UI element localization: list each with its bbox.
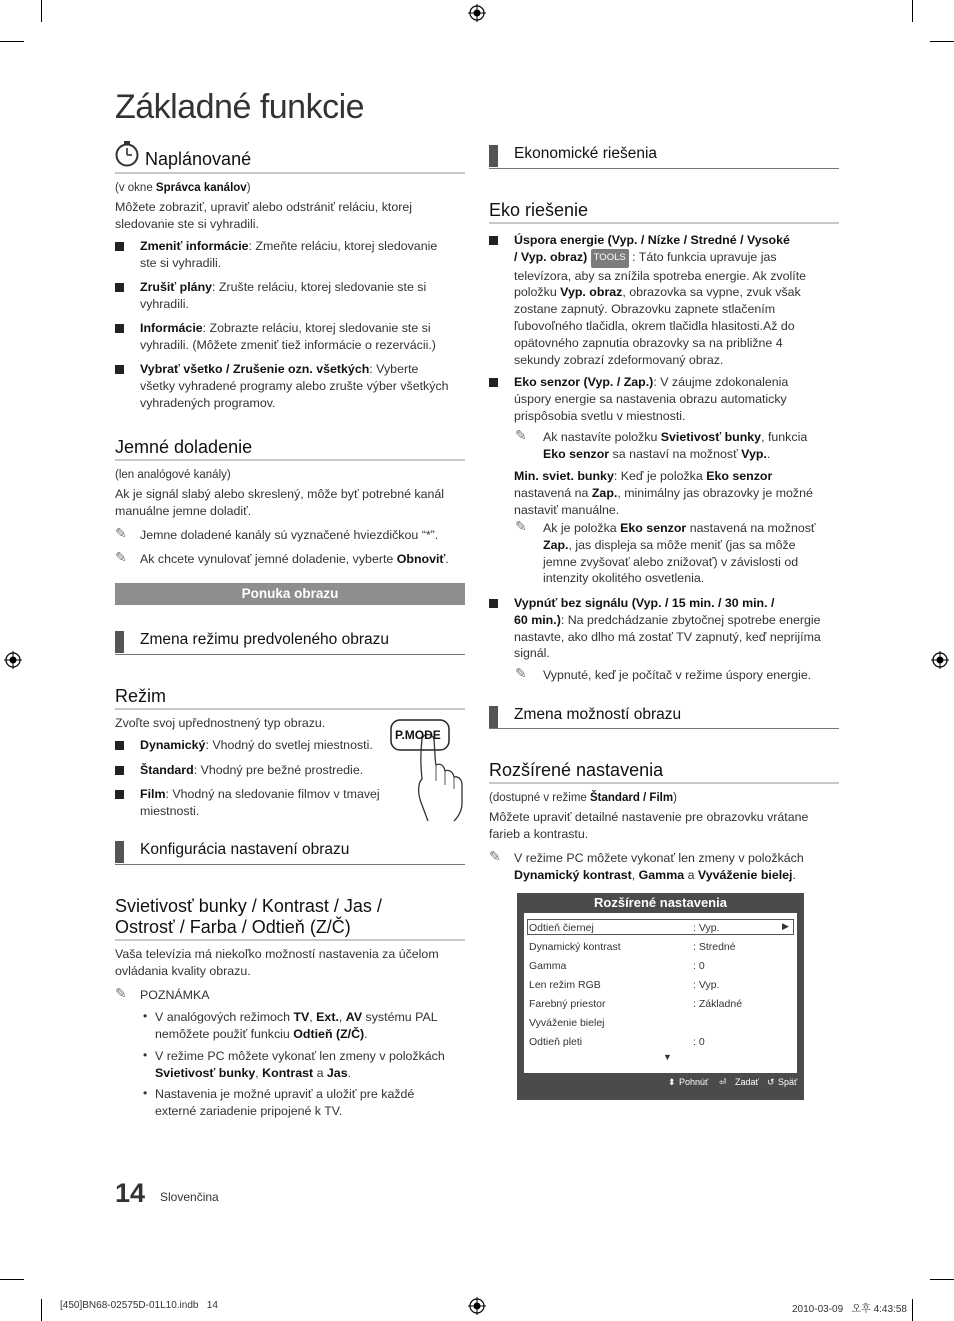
subheading-zmena-moznosti: Zmena možností obrazu: [514, 706, 682, 723]
crop-mark: [930, 41, 954, 42]
heading-rule: [115, 172, 465, 174]
page-title: Základné funkcie: [115, 88, 365, 126]
crop-mark: [0, 41, 24, 42]
registration-mark-icon: [4, 651, 22, 669]
subheading-bar: [115, 841, 124, 863]
list-item: Vybrať všetko / Zrušenie ozn. všetkých: Vyberte všetky vyhradené programy alebo zrušte výber všetkých vyhradených programov.: [140, 362, 449, 410]
note-pencil-icon: ✎: [115, 525, 127, 541]
heading-rule: [489, 782, 839, 784]
note-pencil-icon: ✎: [115, 985, 127, 1001]
note-text: Ak chcete vynulovať jemné doladenie, vyberte Obnoviť.: [140, 552, 449, 566]
intro-text: Môžete upraviť detailné nastavenie pre obrazovku vrátane farieb a kontrastu.: [489, 810, 809, 841]
updown-arrow-icon: ⬍: [668, 1077, 676, 1087]
crop-mark: [41, 1299, 42, 1321]
osd-title: Rozšírené nastavenia: [594, 895, 727, 910]
registration-mark-icon: [468, 4, 486, 22]
context-text: (len analógové kanály): [115, 469, 231, 481]
subheading-rule: [115, 654, 465, 655]
context-text: (v okne Správca kanálov): [115, 182, 251, 194]
note-pencil-icon: ✎: [515, 427, 527, 443]
subheading-rule: [489, 728, 839, 729]
list-item: Dynamický: Vhodný do svetlej miestnosti.: [140, 738, 373, 752]
sub-item-text: Min. sviet. bunky: Keď je položka Eko senzor nastavená na Zap., minimálny jas obrazovky je možné nastaviť manuálne.: [514, 469, 813, 517]
bullet-icon: [115, 790, 124, 799]
osd-body: [524, 913, 797, 1073]
osd-row-value: : Stredné: [693, 941, 736, 953]
list-item: Informácie: Zobrazte reláciu, ktorej sledovanie ste si vyhradili. (Môžete zmeniť tiež informácie o rezervácii.): [140, 321, 436, 352]
list-item: Eko senzor (Vyp. / Zap.): V záujme zdokonalenia úspory energie sa nastavenia obrazu automaticky prispôsobia svetlu v miestnosti.: [514, 375, 789, 423]
crop-mark: [912, 0, 913, 22]
note-pencil-icon: ✎: [515, 665, 527, 681]
osd-row-value: : 0: [693, 1036, 705, 1048]
osd-row-label[interactable]: Vyváženie bielej: [529, 1017, 605, 1029]
list-item: Úspora energie (Vyp. / Nízke / Stredné / Vysoké / Vyp. obraz) TOOLS : Táto funkcia upravuje jas televízora, aby sa znížila spotreba energie. Ak zvolíte položku Vyp. obraz, obrazovka sa vypne, zvuk však zostane zapnutý. Obrazovku zapnete stlačením ľubovoľného tlačidla, okrem tlačidla hlasitosti.Až do opätovného zapnutia obrazovky sa na približne 4 sekundy zobrazí zdeformovaný obraz.: [514, 233, 807, 367]
note-item: V analógových režimoch TV, Ext., AV systému PAL nemôžete použiť funkciu Odtieň (Z/Č).: [155, 1010, 438, 1041]
dot-bullet-icon: •: [143, 1009, 148, 1023]
osd-row-value: : Vyp.: [693, 922, 720, 934]
crop-mark: [930, 1279, 954, 1280]
registration-mark-icon: [468, 1297, 486, 1315]
note-text: Vypnuté, keď je počítač v režime úspory energie.: [543, 668, 812, 682]
list-item: Štandard: Vhodný pre bežné prostredie.: [140, 763, 364, 777]
bullet-icon: [115, 365, 124, 374]
list-item: Vypnúť bez signálu (Vyp. / 15 min. / 30 min. / 60 min.): Na predchádzanie zbytočnej spotrebe energie nastavte, ako dlho má zostať TV zapnutý, keď neprijíma signál.: [514, 596, 821, 661]
crop-mark: [41, 0, 42, 22]
dot-bullet-icon: •: [143, 1048, 148, 1062]
subheading-bar: [115, 631, 124, 653]
list-item: Film: Vhodný na sledovanie filmov v tmavej miestnosti.: [140, 787, 380, 818]
osd-menu-screenshot: [517, 893, 804, 1100]
section-heading-rozsirene: Rozšírené nastavenia: [489, 760, 664, 780]
registration-mark-icon: [931, 651, 949, 669]
osd-row-label[interactable]: Dynamický kontrast: [529, 941, 621, 953]
intro-text: Vaša televízia má niekoľko možností nastavenia za účelom ovládania kvality obrazu.: [115, 947, 439, 978]
section-heading-svietivost: Svietivosť bunky / Kontrast / Jas / Ostrosť / Farba / Odtieň (Z/Č): [115, 896, 382, 937]
bullet-icon: [115, 283, 124, 292]
return-icon: ↺: [767, 1077, 775, 1087]
intro-text: Zvoľte svoj upřednostnený typ obrazu.: [115, 716, 326, 730]
bullet-icon: [115, 766, 124, 775]
note-text: V režime PC môžete vykonať len zmeny v položkách Dynamický kontrast, Gamma a Vyváženie bielej.: [514, 851, 804, 882]
note-pencil-icon: ✎: [115, 549, 127, 565]
note-label: POZNÁMKA: [140, 988, 210, 1002]
section-heading-eko: Eko riešenie: [489, 200, 589, 220]
section-heading-naplanovane: Naplánované: [145, 149, 252, 169]
list-item: Zmeniť informácie: Zmeňte reláciu, ktorej sledovanie ste si vyhradili.: [140, 239, 438, 270]
pmode-button-label: P.MODE: [395, 728, 441, 742]
heading-rule: [115, 939, 465, 941]
osd-row-value: : Vyp.: [693, 979, 720, 991]
heading-rule: [115, 708, 465, 710]
subheading-bar: [489, 145, 498, 167]
section-heading-rezim: Režim: [115, 686, 167, 706]
osd-row-label[interactable]: Len režim RGB: [529, 979, 601, 991]
section-heading-jemne-doladenie: Jemné doladenie: [115, 437, 253, 457]
subheading-bar: [489, 706, 498, 728]
subheading-konfiguracia: Konfigurácia nastavení obrazu: [140, 841, 350, 858]
crop-mark: [0, 1279, 24, 1280]
bullet-icon: [115, 242, 124, 251]
page-number: 14: [115, 1178, 146, 1208]
arrow-down-icon: ▼: [663, 1052, 672, 1062]
osd-row-label[interactable]: Farebný priestor: [529, 998, 606, 1010]
heading-rule: [115, 459, 465, 461]
note-text: Ak je položka Eko senzor nastavená na možnosť Zap., jas displeja sa môže meniť (jas sa môže jemne zvyšovať alebo znižovať) v závislosti od intenzity okolitého osvetlenia.: [543, 521, 816, 586]
timer-icon: [115, 141, 139, 167]
osd-row-value: : 0: [693, 960, 705, 972]
note-pencil-icon: ✎: [515, 518, 527, 534]
bullet-icon: [115, 324, 124, 333]
subheading-rule: [115, 864, 465, 865]
dot-bullet-icon: •: [143, 1086, 148, 1100]
note-text: Ak nastavíte položku Svietivosť bunky, funkcia Eko senzor sa nastaví na možnosť Vyp..: [543, 430, 808, 461]
osd-row-label[interactable]: Odtieň pleti: [529, 1036, 583, 1048]
intro-text: Ak je signál slabý alebo skreslený, môže byť potrebné kanál manuálne jemne doladiť.: [115, 487, 445, 518]
print-footer-left: [450]BN68-02575D-01L10.indb 14: [60, 1300, 218, 1311]
osd-foot-move: Pohnúť: [679, 1077, 709, 1087]
osd-row-label[interactable]: Gamma: [529, 960, 567, 972]
subheading-zmena-rezimu: Zmena režimu predvoleného obrazu: [140, 631, 389, 648]
note-item: V režime PC môžete vykonať len zmeny v položkách Svietivosť bunky, Kontrast a Jas.: [155, 1049, 445, 1080]
tools-button-icon: TOOLS: [591, 249, 629, 268]
context-text: (dostupné v režime Štandard / Film): [489, 792, 677, 804]
bullet-icon: [489, 599, 498, 608]
intro-text: Môžete zobraziť, upraviť alebo odstrániť reláciu, ktorej sledovanie ste si vyhradili.: [115, 200, 413, 231]
osd-row-label: Odtieň čiernej: [529, 922, 594, 934]
list-item: Zrušiť plány: Zrušte reláciu, ktorej sledovanie ste si vyhradili.: [140, 280, 427, 311]
bullet-icon: [115, 741, 124, 750]
note-pencil-icon: ✎: [489, 848, 501, 864]
heading-rule: [489, 222, 839, 224]
arrow-right-icon: ▶: [782, 921, 789, 931]
bullet-icon: [489, 378, 498, 387]
print-footer-right: 2010-03-09 오후 4:43:58: [792, 1304, 907, 1315]
osd-foot-enter: Zadať: [735, 1077, 759, 1087]
language-label: Slovenčina: [160, 1190, 219, 1204]
section-banner: Ponuka obrazu: [115, 583, 465, 605]
bullet-icon: [489, 236, 498, 245]
osd-row-value: : Základné: [693, 998, 743, 1010]
subheading-ekonomicke: Ekonomické riešenia: [514, 145, 658, 162]
note-text: Jemne doladené kanály sú vyznačené hviezdičkou “*”.: [140, 528, 439, 542]
osd-foot-back: Späť: [778, 1077, 798, 1087]
note-item: Nastavenia je možné upraviť a uložiť pre každé externé zariadenie pripojené k TV.: [155, 1087, 415, 1118]
subheading-rule: [489, 168, 839, 169]
crop-mark: [912, 1299, 913, 1321]
enter-icon: ⏎: [719, 1077, 727, 1087]
